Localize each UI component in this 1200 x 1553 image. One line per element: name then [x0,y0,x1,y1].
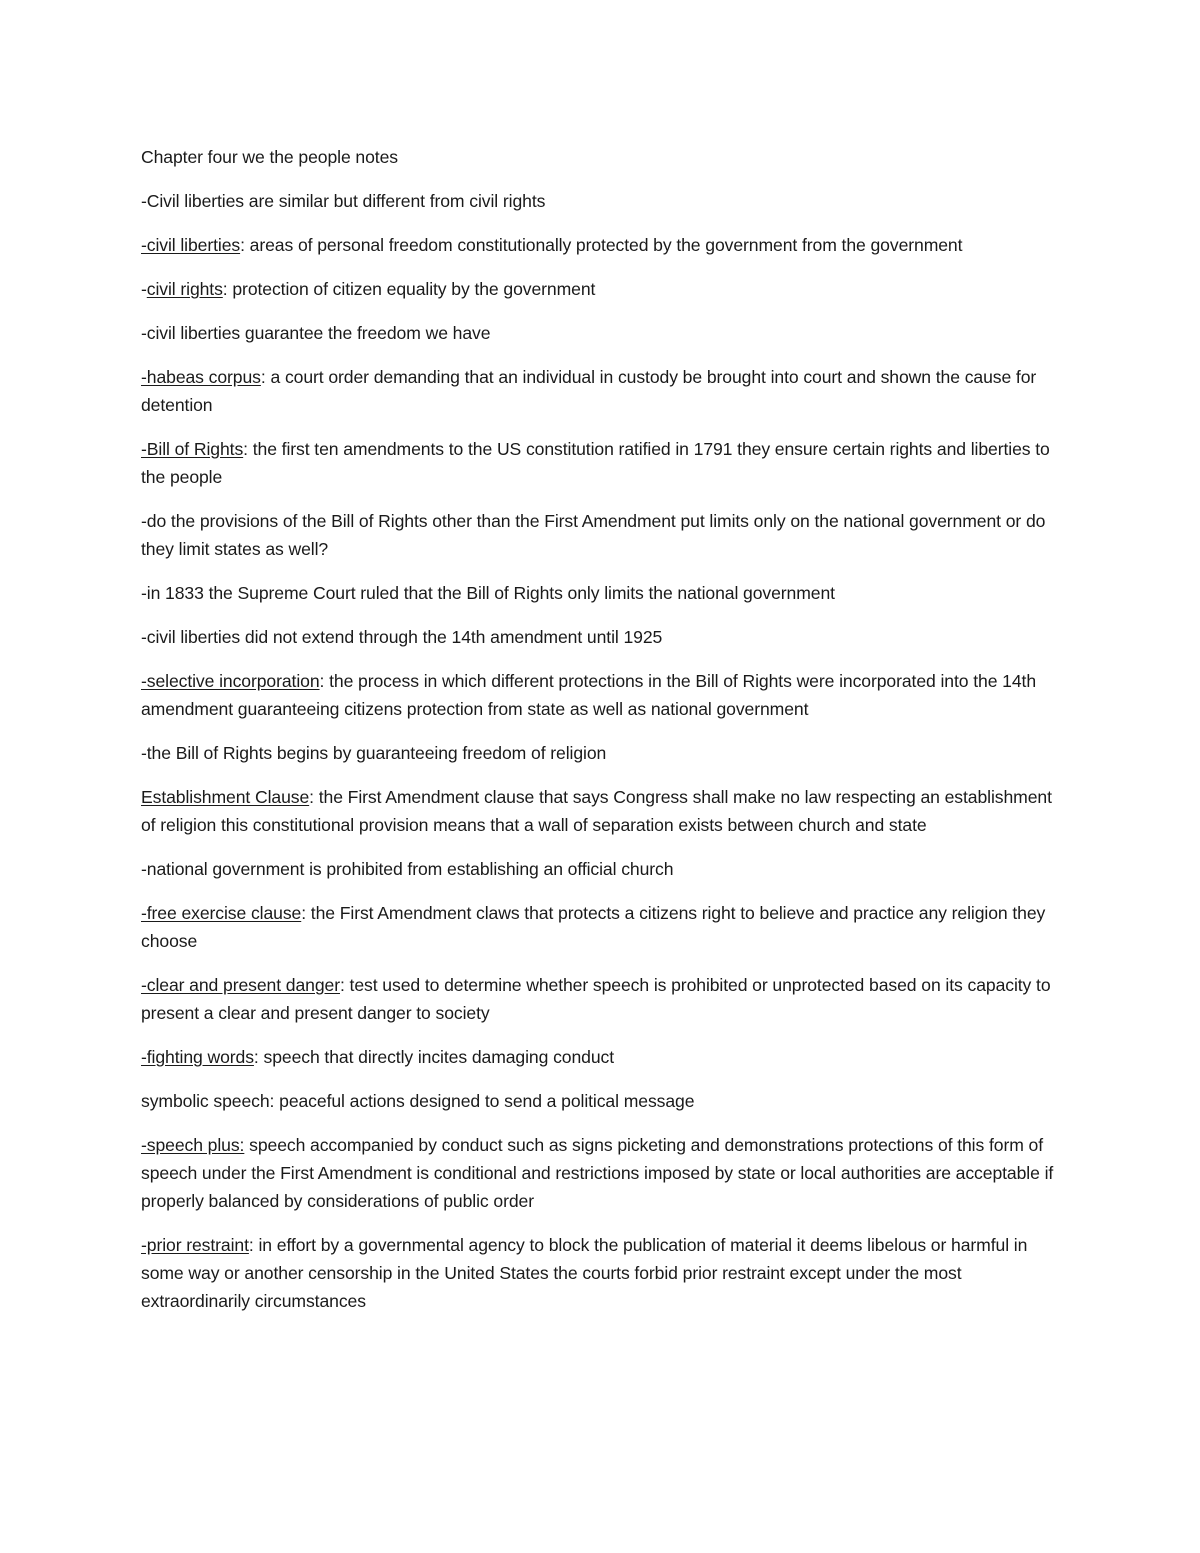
note-term: Establishment Clause [141,787,310,807]
note-paragraph [141,623,1071,651]
note-paragraph [141,187,1071,215]
note-paragraph [141,507,1071,563]
note-term: -civil liberties [141,235,241,255]
note-text: : in effort by a governmental agency to block the publication of material it deems libelous or harmful in some way or another censorship in the United States the courts forbid prior restraint except under the most extraordinarily circumstances [141,1235,1028,1311]
note-text: -national government is prohibited from establishing an official church [141,859,674,879]
note-paragraph [141,1087,1071,1115]
note-term: -free exercise clause [141,903,302,923]
note-paragraph [141,783,1071,839]
note-text: : speech that directly incites damaging conduct [253,1047,615,1067]
note-term: -speech plus: [141,1135,245,1155]
note-term: -fighting words [141,1047,254,1067]
note-text: -civil liberties guarantee the freedom we have [141,323,491,343]
note-term: -Bill of Rights [141,439,244,459]
note-text: : the first ten amendments to the US constitution ratified in 1791 they ensure certain rights and liberties to the people [141,439,1050,487]
note-paragraph [141,275,1071,303]
note-text: : the First Amendment claws that protects a citizens right to believe and practice any religion they choose [141,903,1046,951]
note-paragraph [141,855,1071,883]
note-paragraph [141,667,1071,723]
note-text: : test used to determine whether speech is prohibited or unprotected based on its capacity to present a clear and present danger to society [141,975,1051,1023]
note-text: : areas of personal freedom constitutionally protected by the government from the government [240,235,963,255]
note-text: -the Bill of Rights begins by guaranteeing freedom of religion [141,743,607,763]
note-term: -prior restraint [141,1235,249,1255]
note-text: -Civil liberties are similar but different from civil rights [141,191,546,211]
note-text: speech accompanied by conduct such as signs picketing and demonstrations protections of this form of speech under the First Amendment is conditional and restrictions imposed by state or local authorities are acceptable if properly balanced by considerations of public order [141,1135,1054,1211]
note-text: : protection of citizen equality by the government [222,279,596,299]
note-paragraph [141,231,1071,259]
document-page [141,143,1071,1331]
note-term: -clear and present danger [141,975,340,995]
note-text: -in 1833 the Supreme Court ruled that the Bill of Rights only limits the national government [141,583,835,603]
note-paragraph [141,363,1071,419]
note-text: : the First Amendment clause that says Congress shall make no law respecting an establishment of religion this constitutional provision means that a wall of separation exists between church and state [141,787,1052,835]
note-paragraph [141,899,1071,955]
note-paragraph [141,319,1071,347]
note-term: civil rights [146,279,223,299]
document-title: Chapter four we the people notes [141,147,398,167]
note-term: -selective incorporation [141,671,320,691]
note-paragraph [141,1043,1071,1071]
note-paragraph [141,1231,1071,1315]
note-text: : the process in which different protections in the Bill of Rights were incorporated into the 14th amendment guaranteeing citizens protection from state as well as national government [141,671,1037,719]
note-paragraph [141,1131,1071,1215]
note-text: symbolic speech: peaceful actions designed to send a political message [141,1091,695,1111]
note-term: -habeas corpus [141,367,261,387]
note-text: -do the provisions of the Bill of Rights other than the First Amendment put limits only on the national government or do they limit states as well? [141,511,1046,559]
note-paragraph [141,435,1071,491]
note-paragraph [141,739,1071,767]
note-text: : a court order demanding that an individual in custody be brought into court and shown the cause for detention [141,367,1037,415]
note-text: -civil liberties did not extend through the 14th amendment until 1925 [141,627,663,647]
note-prefix: - [141,279,147,299]
note-paragraph [141,971,1071,1027]
note-paragraph [141,579,1071,607]
